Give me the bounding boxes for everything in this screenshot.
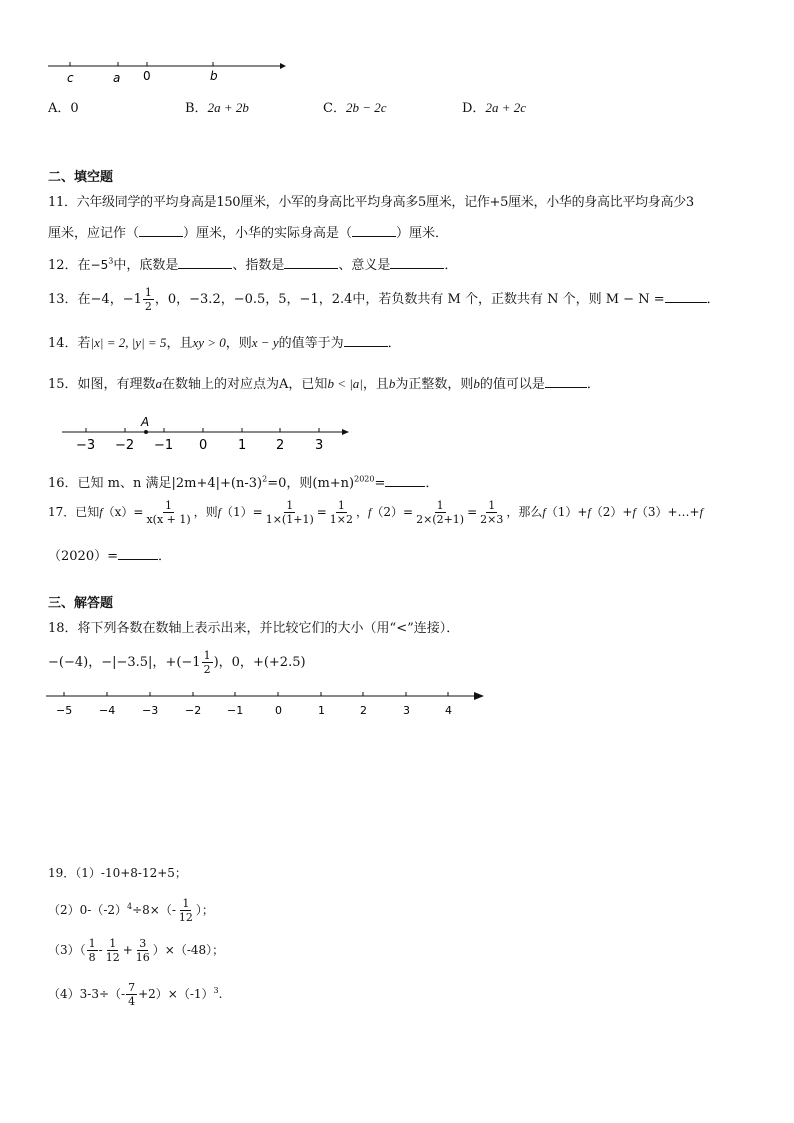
answer-blank[interactable] [344,334,388,347]
option-d[interactable]: D．2a + 2c [462,100,526,116]
tick-label: −3 [142,704,159,717]
answer-blank[interactable] [139,224,183,237]
option-a[interactable]: A．0 [48,101,79,116]
axis-label-b: b [210,69,218,83]
question-18-numbers: −(−4)，−|−3.5|，+(−1 $\frac{1}{2}$ )，0，+(+2.5) [48,649,306,676]
axis-label-c: c [67,71,74,85]
option-b[interactable]: B．2a + 2b [185,100,249,116]
tick-label: 1 [238,438,247,453]
tick-label: 1 [318,704,325,717]
point-a-label: A [141,415,150,429]
section-title-solve: 三、解答题 [48,596,114,611]
tick-label: 2 [276,438,285,453]
question-11-line1: 11．六年级同学的平均身高是150厘米，小军的身高比平均身高多5厘米，记作+5厘米，小华的身高比平均身高少3 [48,195,694,210]
answer-blank[interactable] [352,224,396,237]
tick-label: −3 [76,438,96,453]
tick-label: −5 [56,704,73,717]
question-12: 12．在$-5^3$中，底数是 、指数是 、意义是 ． [48,256,458,273]
point-a [144,430,148,434]
q15-number-line [56,412,356,454]
answer-blank[interactable] [385,474,425,487]
tick-label: 0 [199,438,208,453]
question-15: 15．如图，有理数a在数轴上的对应点为A，已知b < |a|，且b为正整数，则b的值可以是 ． [48,376,600,392]
answer-blank[interactable] [178,256,232,269]
tick-label: −4 [99,704,116,717]
tick-label: 4 [445,704,452,717]
tick-label: −2 [115,438,135,453]
answer-blank[interactable] [284,256,338,269]
axis-label-0: 0 [143,69,151,83]
question-16: 16．已知 m、n 满足$|2m+4|+(n-3)^2=0$，则$(m+n)^{2020}=$ ． [48,474,439,491]
question-17-line2: （2020）= ． [48,549,171,564]
answer-blank[interactable] [390,256,444,269]
tick-label: −2 [185,704,202,717]
question-19-part3: （3）（ $\frac{1}{8}$ - $\frac{1}{12}$ + $\frac{3}{16}$ ）×（-48）； [48,937,225,964]
tick-label: 3 [315,438,324,453]
answer-blank[interactable] [118,547,158,560]
question-19-part4: （4）3-3÷（- $\frac{7}{4}$ $+2)\times(-1)^3$. [48,981,223,1008]
tick-label: 3 [403,704,410,717]
question-19-part1: 19．（1）-10+8-12+5； [48,866,187,880]
question-17-line1: 17．已知f（x）= $\frac{1}{x(x + 1)}$ ，则f（1）= $\frac{1}{1\times(1+1)}$ = $\frac{1}{1\times 2}$ ，f（2）= $\frac{1}{2\times(2+1)}$ = $\frac{1}{2\times 3}$ ，那么f（1）+f（2）+f（3）+…+f [48,499,703,526]
answer-blank[interactable] [665,290,707,303]
question-19-part2: $(2)0-(-2)^4\div 8\times(-$ $\frac{1}{12}$ ）； [48,897,214,924]
q18-number-line [44,686,494,720]
tick-label: 0 [275,704,282,717]
option-c[interactable]: C．2b − 2c [323,100,387,116]
answer-blank[interactable] [545,375,587,388]
q10-number-line [40,56,290,86]
question-13: 13．在−4，−1 $\frac{1}{2}$ ，0，−3.2，−0.5，5，−1，2.4中，若负数共有 M 个，正数共有 N 个，则 M − N = ． [48,286,720,313]
axis-label-a: a [113,71,121,85]
question-14: 14．若|x| = 2, |y| = 5，且xy > 0，则x − y的值等于为 ． [48,335,401,351]
question-11-line2: 厘米，应记作（ ）厘米，小华的实际身高是（ ）厘米． [48,226,449,241]
tick-label: −1 [154,438,174,453]
tick-label: −1 [227,704,244,717]
tick-label: 2 [360,704,367,717]
question-18: 18．将下列各数在数轴上表示出来，并比较它们的大小（用“<”连接）． [48,621,460,636]
section-title-fill-blank: 二、填空题 [48,170,114,185]
